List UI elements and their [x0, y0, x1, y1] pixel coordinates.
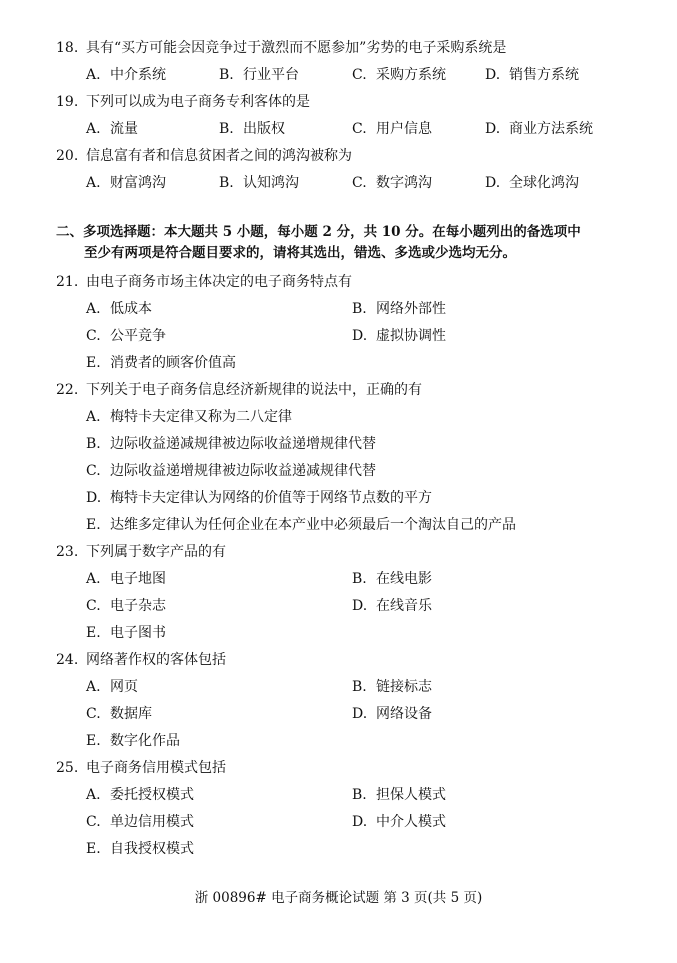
option-b: [352, 785, 446, 805]
option-d: [485, 173, 579, 193]
option-b: [86, 434, 376, 454]
option-e: [86, 623, 166, 643]
option-c: [86, 461, 376, 481]
option-text: 全球化鸿沟: [509, 175, 579, 191]
question-text: 具有“买方可能会因竞争过于激烈而不愿参加”劣势的电子采购系统是: [86, 40, 507, 56]
question-20: [56, 146, 352, 166]
option-b: [219, 119, 285, 139]
option-text: 财富鸿沟: [110, 175, 166, 191]
option-c: [86, 596, 166, 616]
option-letter: D.: [485, 175, 501, 191]
option-letter: B.: [219, 67, 234, 83]
question-text: 下列可以成为电子商务专利客体的是: [86, 94, 310, 110]
section-instructions-line-1: 二、多项选择题：本大题共 5 小题，每小题 2 分，共 10 分。在每小题列出的备选项中: [56, 224, 581, 240]
question-text: 电子商务信用模式包括: [86, 760, 226, 776]
option-text: 电子地图: [110, 571, 166, 587]
question-number: 21.: [56, 274, 79, 290]
option-d: [485, 65, 579, 85]
option-text: 公平竞争: [110, 328, 166, 344]
option-text: 虚拟协调性: [376, 328, 446, 344]
question-24: [56, 650, 226, 670]
option-text: 单边信用模式: [110, 814, 194, 830]
option-b: [352, 569, 432, 589]
option-a: [86, 677, 138, 697]
question-23: [56, 542, 226, 562]
option-text: 电子图书: [110, 625, 166, 641]
option-d: [352, 812, 446, 832]
option-letter: C.: [352, 121, 367, 137]
question-number: 20.: [56, 148, 79, 164]
option-letter: E.: [86, 355, 101, 371]
option-letter: D.: [352, 328, 368, 344]
option-d: [352, 596, 432, 616]
option-b: [219, 173, 299, 193]
option-letter: C.: [86, 706, 101, 722]
option-a: [86, 119, 138, 139]
option-letter: B.: [352, 301, 367, 317]
option-a: [86, 299, 152, 319]
option-letter: C.: [86, 598, 101, 614]
option-text: 自我授权模式: [110, 841, 194, 857]
option-letter: C.: [86, 814, 101, 830]
question-number: 24.: [56, 652, 79, 668]
option-b: [352, 299, 446, 319]
option-letter: C.: [352, 175, 367, 191]
question-18: [56, 38, 506, 58]
option-text: 梅特卡夫定律认为网络的价值等于网络节点数的平方: [110, 490, 432, 506]
question-22: [56, 380, 422, 400]
option-b: [219, 65, 299, 85]
option-letter: B.: [219, 121, 234, 137]
option-c: [352, 65, 446, 85]
option-text: 电子杂志: [110, 598, 166, 614]
option-letter: A.: [86, 571, 101, 587]
option-d: [352, 704, 432, 724]
option-letter: A.: [86, 787, 101, 803]
option-letter: C.: [86, 463, 101, 479]
option-letter: E.: [86, 517, 101, 533]
option-text: 担保人模式: [376, 787, 446, 803]
option-text: 梅特卡夫定律又称为二八定律: [110, 409, 292, 425]
option-letter: E.: [86, 625, 101, 641]
option-c: [352, 173, 432, 193]
option-text: 出版权: [243, 121, 285, 137]
option-text: 数据库: [110, 706, 152, 722]
option-text: 认知鸿沟: [243, 175, 299, 191]
option-text: 数字鸿沟: [376, 175, 432, 191]
option-text: 边际收益递增规律被边际收益递减规律代替: [110, 463, 376, 479]
question-number: 22.: [56, 382, 79, 398]
option-e: [86, 731, 180, 751]
option-d: [485, 119, 593, 139]
option-text: 在线电影: [376, 571, 432, 587]
question-text: 下列属于数字产品的有: [86, 544, 226, 560]
option-text: 边际收益递减规律被边际收益递增规律代替: [110, 436, 376, 452]
option-text: 网络外部性: [376, 301, 446, 317]
option-text: 销售方系统: [509, 67, 579, 83]
option-text: 行业平台: [243, 67, 299, 83]
option-letter: D.: [485, 67, 501, 83]
option-letter: D.: [352, 814, 368, 830]
option-letter: B.: [219, 175, 234, 191]
page-footer: 浙 00896# 电子商务概论试题 第 3 页(共 5 页): [194, 890, 483, 906]
option-text: 采购方系统: [376, 67, 446, 83]
option-b: [352, 677, 432, 697]
option-e: [86, 515, 516, 535]
question-number: 19.: [56, 94, 79, 110]
option-d: [86, 488, 432, 508]
option-text: 网页: [110, 679, 138, 695]
option-letter: A.: [86, 409, 101, 425]
option-letter: B.: [352, 571, 367, 587]
option-letter: B.: [86, 436, 101, 452]
option-letter: D.: [86, 490, 102, 506]
question-number: 25.: [56, 760, 79, 776]
option-d: [352, 326, 446, 346]
section-instructions-line-2: 至少有两项是符合题目要求的，请将其选出，错选、多选或少选均无分。: [84, 245, 516, 261]
option-a: [86, 569, 166, 589]
option-text: 数字化作品: [110, 733, 180, 749]
option-letter: A.: [86, 67, 101, 83]
option-text: 在线音乐: [376, 598, 432, 614]
question-25: [56, 758, 226, 778]
option-c: [86, 704, 152, 724]
option-letter: B.: [352, 787, 367, 803]
question-text: 网络著作权的客体包括: [86, 652, 226, 668]
option-a: [86, 65, 166, 85]
option-text: 消费者的顾客价值高: [110, 355, 236, 371]
option-text: 中介人模式: [376, 814, 446, 830]
option-letter: C.: [86, 328, 101, 344]
option-text: 链接标志: [376, 679, 432, 695]
option-letter: B.: [352, 679, 367, 695]
option-letter: D.: [352, 706, 368, 722]
question-19: [56, 92, 310, 112]
option-letter: A.: [86, 121, 101, 137]
question-text: 信息富有者和信息贫困者之间的鸿沟被称为: [86, 148, 352, 164]
option-a: [86, 173, 166, 193]
option-letter: E.: [86, 733, 101, 749]
option-a: [86, 785, 194, 805]
option-letter: D.: [485, 121, 501, 137]
question-21: [56, 272, 352, 292]
option-text: 网络设备: [376, 706, 432, 722]
option-letter: C.: [352, 67, 367, 83]
option-text: 用户信息: [376, 121, 432, 137]
option-text: 流量: [110, 121, 138, 137]
question-number: 18.: [56, 40, 79, 56]
option-letter: E.: [86, 841, 101, 857]
option-text: 委托授权模式: [110, 787, 194, 803]
option-e: [86, 353, 236, 373]
option-c: [352, 119, 432, 139]
option-text: 达维多定律认为任何企业在本产业中必须最后一个淘汰自己的产品: [110, 517, 516, 533]
option-letter: A.: [86, 679, 101, 695]
question-text: 下列关于电子商务信息经济新规律的说法中，正确的有: [86, 382, 422, 398]
section-heading: [56, 222, 626, 264]
option-e: [86, 839, 194, 859]
option-c: [86, 326, 166, 346]
question-text: 由电子商务市场主体决定的电子商务特点有: [86, 274, 352, 290]
option-letter: D.: [352, 598, 368, 614]
option-c: [86, 812, 194, 832]
option-text: 中介系统: [110, 67, 166, 83]
option-a: [86, 407, 292, 427]
option-letter: A.: [86, 175, 101, 191]
option-text: 商业方法系统: [509, 121, 593, 137]
question-number: 23.: [56, 544, 79, 560]
option-text: 低成本: [110, 301, 152, 317]
option-letter: A.: [86, 301, 101, 317]
